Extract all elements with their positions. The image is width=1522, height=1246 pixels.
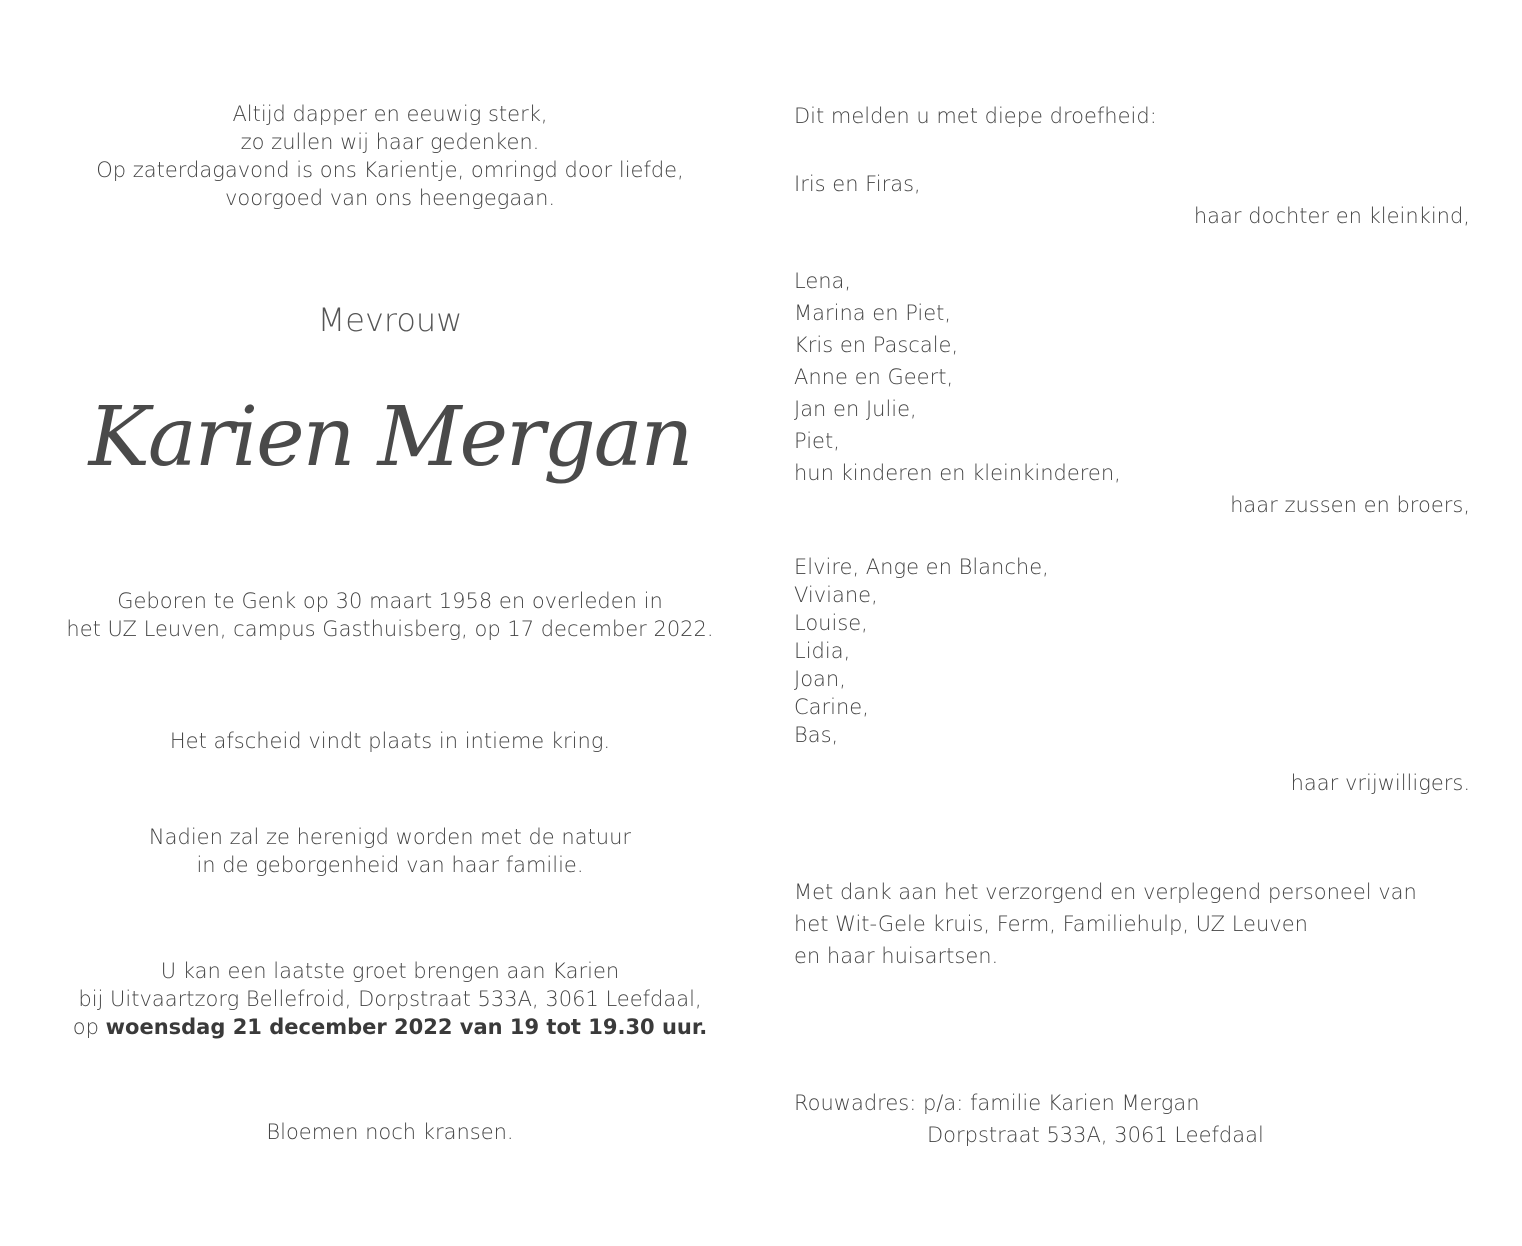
visit-time xyxy=(40,1013,740,1041)
address-street: Dorpstraat 533A, 3061 Leefdaal xyxy=(927,1123,1264,1147)
intro-line: Dit melden u met diepe droefheid: xyxy=(794,104,1157,128)
birth-death-info xyxy=(40,587,740,643)
daughter-role: haar dochter en kleinkind, xyxy=(1193,204,1470,228)
poem-line: Op zaterdagavond is ons Karientje, omringd door liefde, xyxy=(96,158,684,182)
flowers-line: Bloemen noch kransen. xyxy=(266,1120,514,1144)
visitation-info xyxy=(40,957,740,1041)
deceased-name: Karien Mergan xyxy=(88,390,692,485)
mourning-address xyxy=(794,1087,1470,1151)
birth-line: Geboren te Genk op 30 maart 1958 en overleden in xyxy=(117,589,663,613)
volunteer-name: Elvire, Ange en Blanche, xyxy=(794,555,1049,579)
flowers-notice xyxy=(40,1118,740,1146)
nature-line: Nadien zal ze herenigd worden met de natuur xyxy=(148,825,632,849)
farewell-line: Het afscheid vindt plaats in intieme kring. xyxy=(169,729,611,753)
visit-line: U kan een laatste groet brengen aan Karien xyxy=(160,959,620,983)
thanks-block xyxy=(794,876,1470,972)
volunteer-name: Louise, xyxy=(794,611,868,635)
nature-notice xyxy=(40,823,740,879)
poem-line: zo zullen wij haar gedenken. xyxy=(240,130,540,154)
sibling-name: Piet, xyxy=(794,429,840,453)
visit-location: bij Uitvaartzorg Bellefroid, Dorpstraat 533A, 3061 Leefdaal, xyxy=(78,987,702,1011)
thanks-line: en haar huisartsen. xyxy=(794,944,999,968)
sibling-name: hun kinderen en kleinkinderen, xyxy=(794,461,1121,485)
nature-line: in de geborgenheid van haar familie. xyxy=(196,853,584,877)
volunteer-name: Viviane, xyxy=(794,583,878,607)
daughter-block xyxy=(794,168,1470,232)
volunteer-name: Joan, xyxy=(794,667,846,691)
thanks-line: Met dank aan het verzorgend en verplegend personeel van xyxy=(794,880,1417,904)
siblings-block xyxy=(794,265,1470,521)
volunteer-name: Lidia, xyxy=(794,639,851,663)
announcement-intro xyxy=(794,100,1470,132)
volunteers-role: haar vrijwilligers. xyxy=(1290,771,1470,795)
sibling-name: Anne en Geert, xyxy=(794,365,954,389)
volunteer-name: Carine, xyxy=(794,695,869,719)
volunteer-name: Bas, xyxy=(794,723,839,747)
address-line: Rouwadres: p/a: familie Karien Mergan xyxy=(794,1091,1200,1115)
sibling-name: Kris en Pascale, xyxy=(794,333,959,357)
visit-date-time: woensdag 21 december 2022 van 19 tot 19.30 uur. xyxy=(105,1015,708,1039)
thanks-line: het Wit-Gele kruis, Ferm, Familiehulp, UZ Leuven xyxy=(794,912,1308,936)
death-line: het UZ Leuven, campus Gasthuisberg, op 17 december 2022. xyxy=(66,617,714,641)
siblings-role: haar zussen en broers, xyxy=(1230,493,1470,517)
sibling-name: Jan en Julie, xyxy=(794,397,917,421)
poem-line: Altijd dapper en eeuwig sterk, xyxy=(232,102,548,126)
opening-poem xyxy=(40,100,740,212)
farewell-notice xyxy=(40,727,740,755)
sibling-name: Lena, xyxy=(794,269,852,293)
visit-time-prefix: op xyxy=(72,1015,106,1039)
sibling-name: Marina en Piet, xyxy=(794,301,952,325)
volunteers-block xyxy=(794,553,1470,799)
poem-line: voorgoed van ons heengegaan. xyxy=(224,186,556,210)
honorific-title: Mevrouw xyxy=(317,301,463,339)
daughter-names: Iris en Firas, xyxy=(794,172,921,196)
